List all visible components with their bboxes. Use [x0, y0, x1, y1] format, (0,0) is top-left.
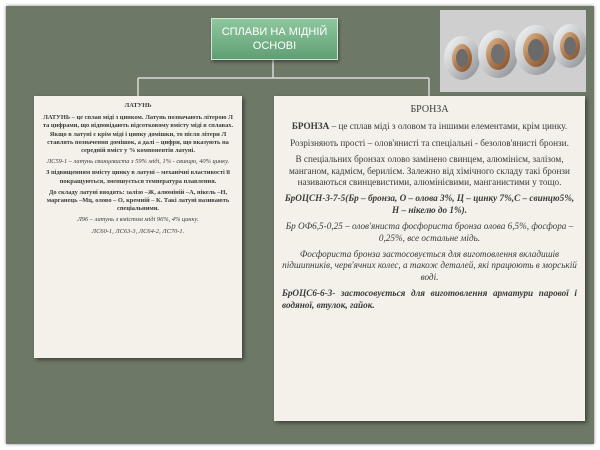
bronze-definition-text: – це сплав міді з оловом та іншими елементами, крім цинку. — [329, 121, 568, 132]
slide-title: СПЛАВИ НА МІДНІЙ ОСНОВІ — [221, 26, 328, 52]
title-box — [211, 18, 338, 60]
bronze-phosphor-usage: Фосфориста бронза застосовується для виготовлення вкладишів підшипників, черв'ячних колес, а також деталей, які працюють в морській воді. — [282, 249, 577, 282]
brass-zinc-effect: З підвищенням вмісту цинку в латуні – механічні властивості її покращуються, зменшується температура плавлення. — [46, 169, 230, 185]
slide — [6, 6, 594, 444]
bronze-box — [274, 96, 585, 421]
bronze-example-brof: Бр ОФ6,5-0,25 – олов'яниста фосфориста бронза олова 6,5%, фосфора – 0,25%, все остальне мідь. — [285, 221, 574, 243]
bronze-definition — [282, 121, 577, 132]
bronze-example-brots: БрОЦС6-6-3- застосовується для виготовлення арматури парової і водяної, втулок, гайок. — [282, 288, 577, 310]
bushings-picture — [440, 10, 586, 92]
bronze-bushings-photo — [440, 10, 586, 92]
brass-grades-list: ЛС60-1, ЛС63-3, ЛС64-2, ЛС70-1. — [91, 227, 185, 235]
bronze-example-brotssn: БрОЦСН-3-7-5(Бр – бронза, О – олова 3%, Ц – цинку 7%,С – свинцю5%, Н – нікелю до 1%). — [284, 193, 575, 215]
bronze-special: В спеціальних бронзах олово замінено свинцем, алюмінієм, залізом, манганом, кадмієм, берилієм. Залежно від хімічного складу такі бронзи називаються свинцевистими, алюмінієвими, манганистими у тощо. — [289, 154, 570, 188]
brass-box — [34, 96, 242, 358]
brass-heading: ЛАТУНЬ — [124, 102, 152, 109]
brass-special-additives: До складу латуні вводять: залізо –Ж, алюміній –А, нікель –Н, марганець –Мц, олово – О, кремній – К. Такі латуні називають спеціальними. — [46, 188, 230, 213]
brass-example-ls59: ЛС59-1 – латунь свинцевиста з 59% міді, 1% - свинцю, 40% цинку. — [46, 158, 230, 166]
bronze-heading: БРОНЗА — [410, 104, 449, 115]
brass-definition: ЛАТУНЬ – це сплав міді з цинком. Латунь позначають літерою Л та цифрами, що відповідають відсотковому вмісту міді в сплавах. Якщо в латуні є крім міді і цинку домішки, то після літери Л ставлять позначення домішок, а далі – цифри, що вказують на середній вміст у % компонентів латуні. — [42, 114, 234, 155]
bronze-definition-term: БРОНЗА — [291, 121, 330, 132]
bronze-types: Розрізняють прості – олов'янисті та спеціальні - безолов'янисті бронзи. — [290, 137, 569, 148]
brass-example-l96: Л96 – латунь з вмістом міді 96%, 4% цинку. — [77, 216, 199, 224]
